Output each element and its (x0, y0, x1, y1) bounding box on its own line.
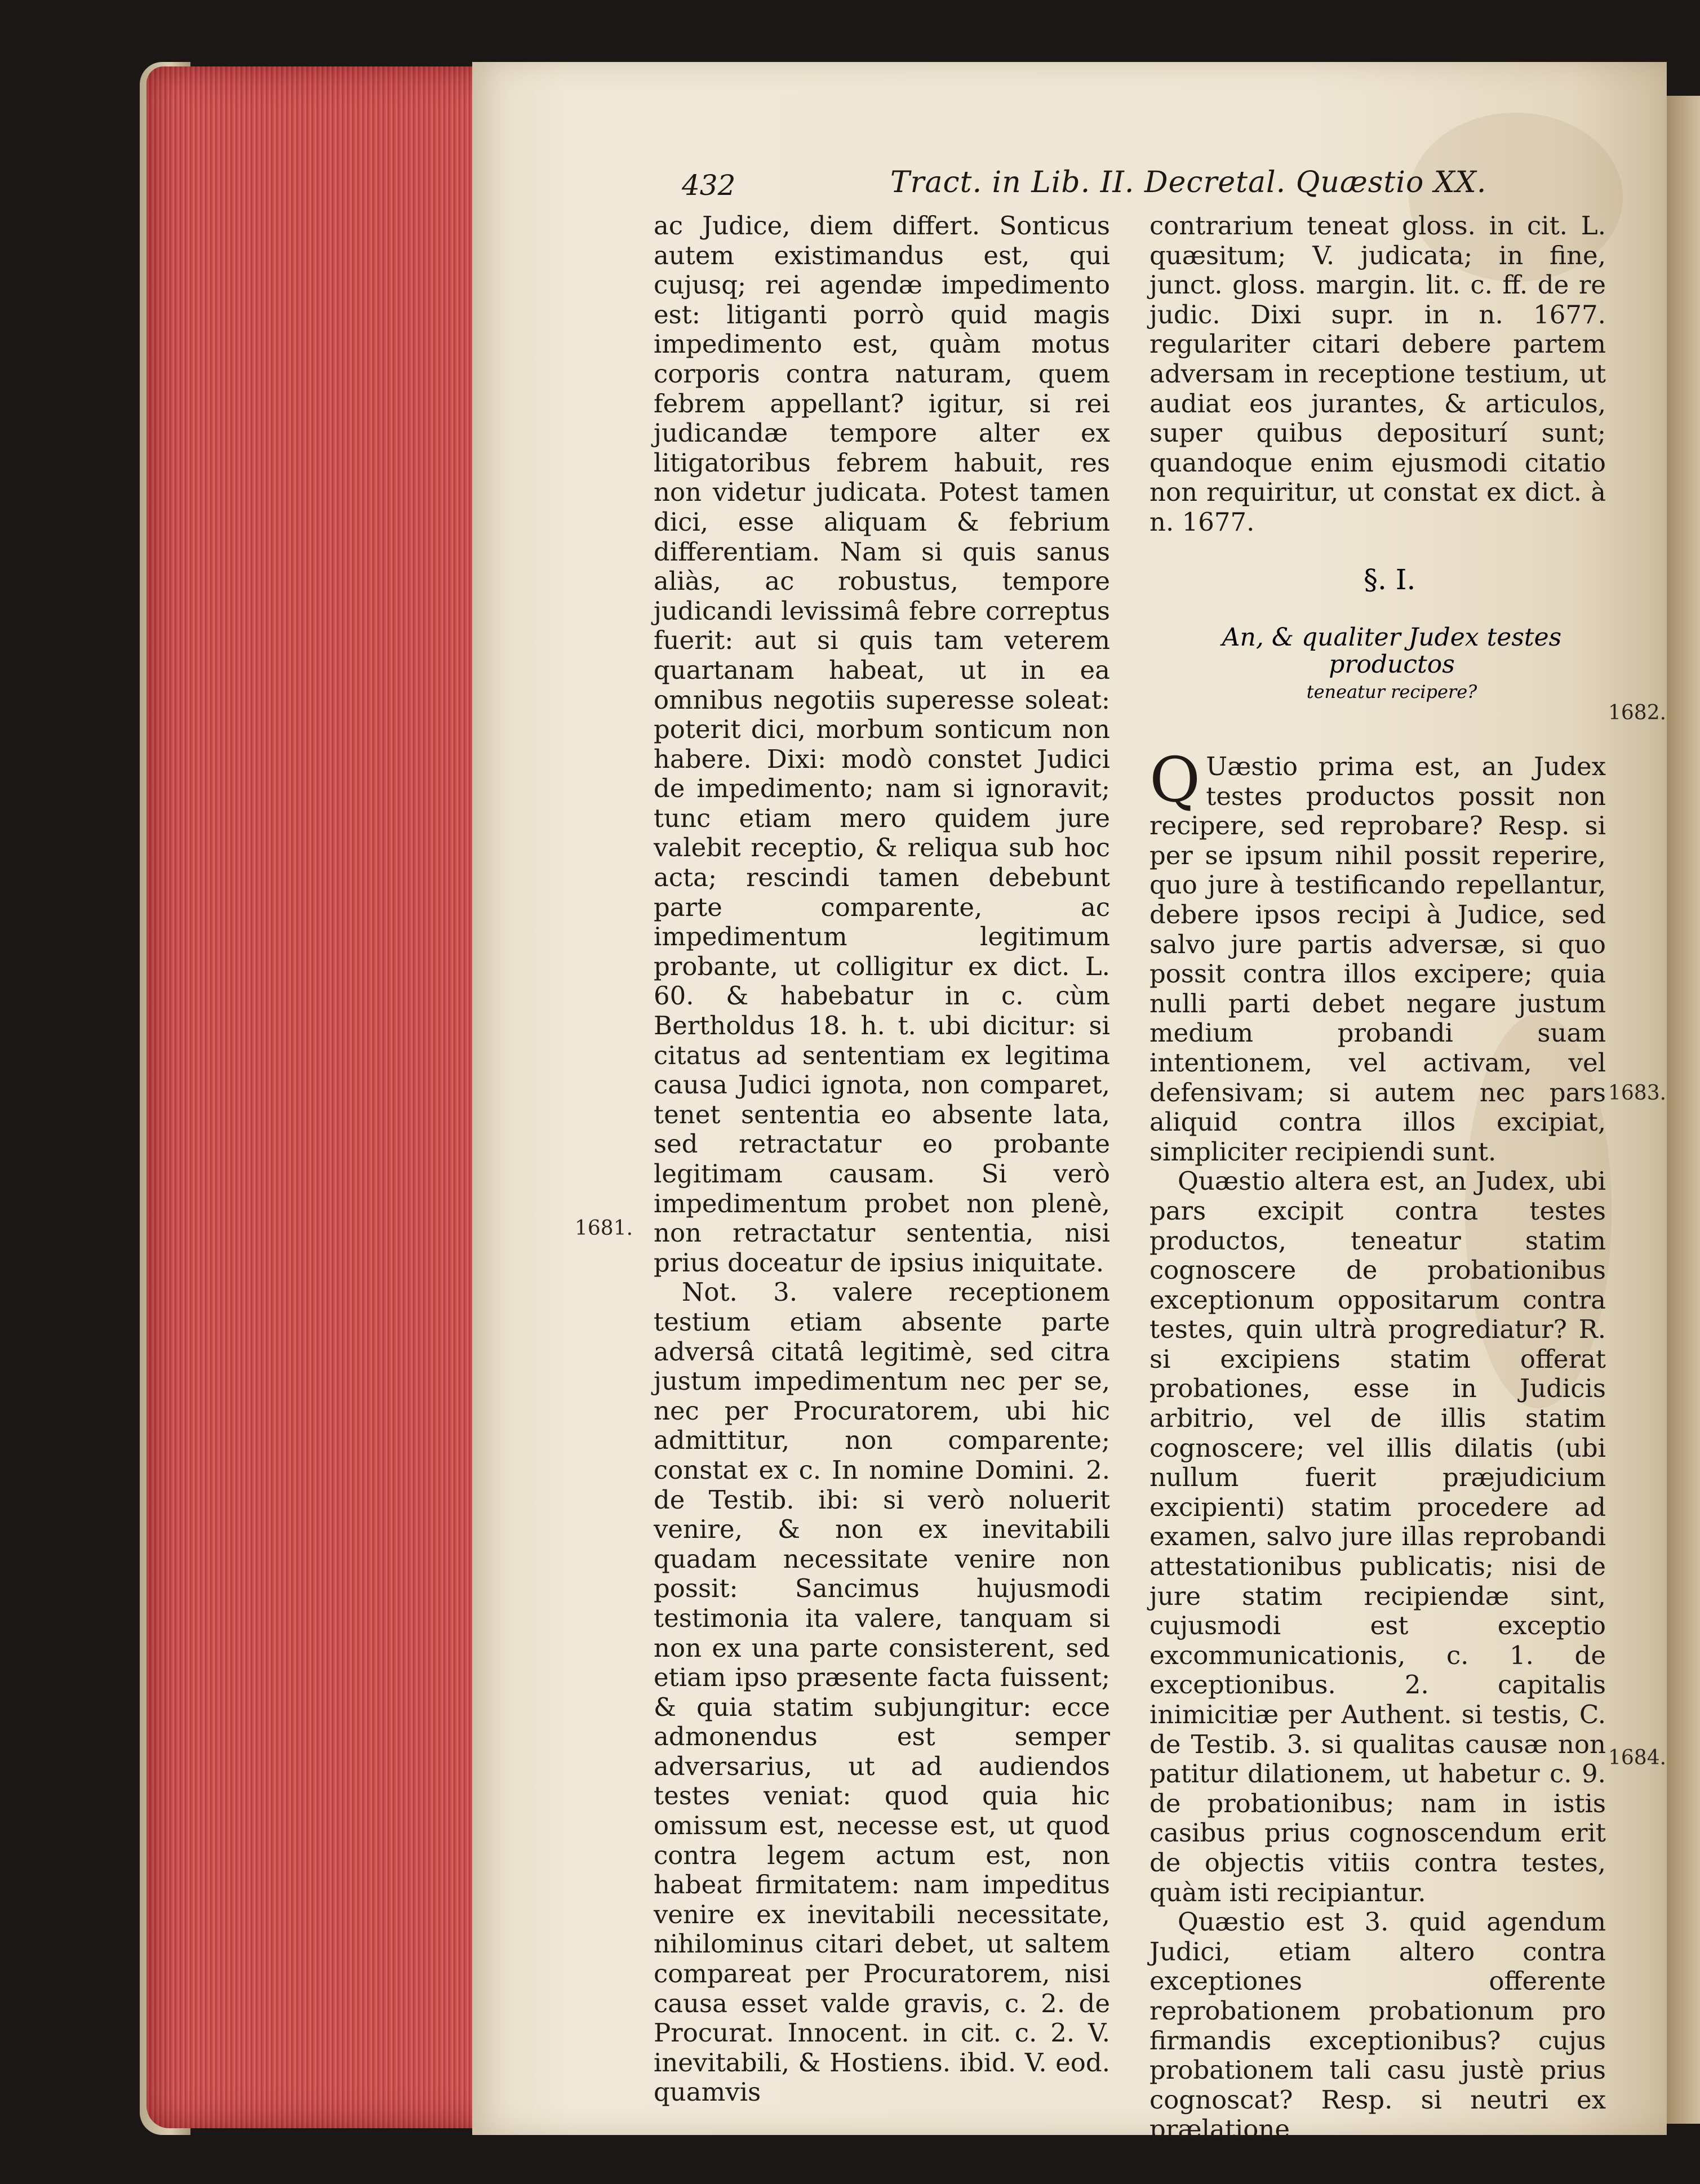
section-mark: §. I. (1364, 563, 1416, 596)
left-column (654, 211, 1110, 2107)
paragraph: ac Judice, diem differt. Sonticus autem existimandus est, qui cujusq; rei agendæ impedimento est: litiganti porrò quid magis impedimento est, quàm motus corporis contra naturam, quem febrem appellant? igitur, si rei judicandæ tempore alter ex litigatoribus febrem habuit, res non videtur judicata. Potest tamen dici, esse aliquam & febrium differentiam. Nam si quis sanus aliàs, ac robustus, tempore judicandi levissimâ febre correptus fuerit: aut si quis tam veterem quartanam habeat, ut in ea omnibus negotiis superesse soleat: poterit dici, morbum sonticum non habere. Dixi: modò constet Judici de impedimento; nam si ignoravit; tunc etiam mero quidem jure valebit receptio, & reliqua sub hoc acta; rescindi tamen debebunt parte comparente, ac impedimentum legitimum probante, ut colligitur ex dict. L. 60. & habebatur in c. cùm Bertholdus 18. h. t. ubi dicitur: si citatus ad sententiam ex legitima causa Judici ignota, non comparet, tenet sententia eo absente lata, sed retractatur eo probante legitimam causam. Si verò impedimentum probet non plenè, non retractatur sententia, nisi prius doceatur de ipsius iniquitate. (654, 211, 1110, 1278)
page-number: 432 (682, 169, 736, 202)
section-title (1178, 624, 1606, 705)
section-title-text: An, & qualiter Judex testes productos (1222, 623, 1562, 679)
margin-number: 1682. (1608, 701, 1667, 724)
paragraph: Quæstio altera est, an Judex, ubi pars excipit contra testes productos, teneatur statim cognoscere de probationibus exceptionum oppositarum contra testes, quin ultrà progrediatur? R. si excipiens statim offerat probationes, esse in Judicis arbitrio, vel de illis statim cognoscere; vel illis dilatis (ubi nullum fuerit præjudicium excipienti) statim procedere ad examen, salvo jure illas reprobandi attestationibus publicatis; nisi de jure statim recipiendæ sint, cujusmodi est exceptio excommunicationis, c. 1. de exceptionibus. 2. capitalis inimicitiæ per Authent. si testis, C. de Testib. 3. si qualitas causæ non patitur dilationem, ut habetur c. 9. de probationibus; nam in istis casibus prius cognoscendum erit de objectis vitiis contra testes, quàm isti recipiantur. (1149, 1166, 1606, 1907)
paragraph: Not. 3. valere receptionem testium etiam absente parte adversâ citatâ legitimè, sed citra justum impedimentum nec per se, nec per Procuratorem, ubi hic admittitur, non comparente; constat ex c. In nomine Domini. 2. de Testib. ibi: si verò noluerit venire, & non ex inevitabili quadam necessitate venire non possit: Sancimus hujusmodi testimonia ita valere, tanquam si non ex una parte consisterent, sed etiam ipso præsente facta fuissent; & quia statim subjungitur: ecce admonendus est semper adversarius, ut ad audiendos testes veniat: quod quia hic omissum est, necesse est, ut quod contra legem actum est, non habeat firmitatem: nam impeditus venire ex inevitabili necessitate, nihilominus citari debet, ut saltem compareat per Procuratorem, nisi causa esset valde gravis, c. 2. de Procurat. Innocent. in cit. c. 2. V. inevitabili, & Hostiens. ibid. V. eod. quamvis (654, 1277, 1110, 2107)
paragraph-text: Uæstio prima est, an Judex testes productos possit non recipere, sed reprobare? Resp. si per se ipsum nihil possit reperire, quo jure à testificando repellantur, debere ipsos recipi à Judice, sed salvo jure partis adversæ, si quo possit contra illos excipere; quia nulli parti debet negare justum medium probandi suam intentionem, vel activam, vel defensivam; si autem nec pars aliquid contra illos excipiat, simpliciter recipiendi sunt. (1149, 751, 1606, 1167)
margin-number: 1681. (575, 1217, 633, 1240)
drop-cap: Q (1149, 744, 1201, 816)
right-column (1149, 211, 1606, 2145)
paragraph: Quæstio est 3. quid agendum Judici, etiam altero contra exceptiones offerente reprobationem probationum pro firmandis exceptionibus? cujus probationem tali casu justè prius cognoscat? Resp. si neutri ex prælatione (1149, 1907, 1606, 2145)
paragraph: contrarium teneat gloss. in cit. L. quæsitum; V. judicata; in fine, junct. gloss. margin. lit. c. ff. de re judic. Dixi supr. in n. 1677. regulariter citari debere partem adversam in receptione testium, ut audiat eos jurantes, & articulos, super quibus depositurí sunt; quandoque enim ejusmodi citatio non requiritur, ut constat ex dict. à n. 1677. (1149, 211, 1606, 537)
running-head: Tract. in Lib. II. Decretal. Quæstio XX. (890, 166, 1487, 199)
section-subtitle: teneatur recipere? (1306, 681, 1477, 702)
paragraph (1149, 744, 1606, 1167)
margin-number: 1684. (1608, 1746, 1667, 1769)
margin-number: 1683. (1608, 1082, 1667, 1105)
facing-page-edge (1667, 96, 1700, 2124)
